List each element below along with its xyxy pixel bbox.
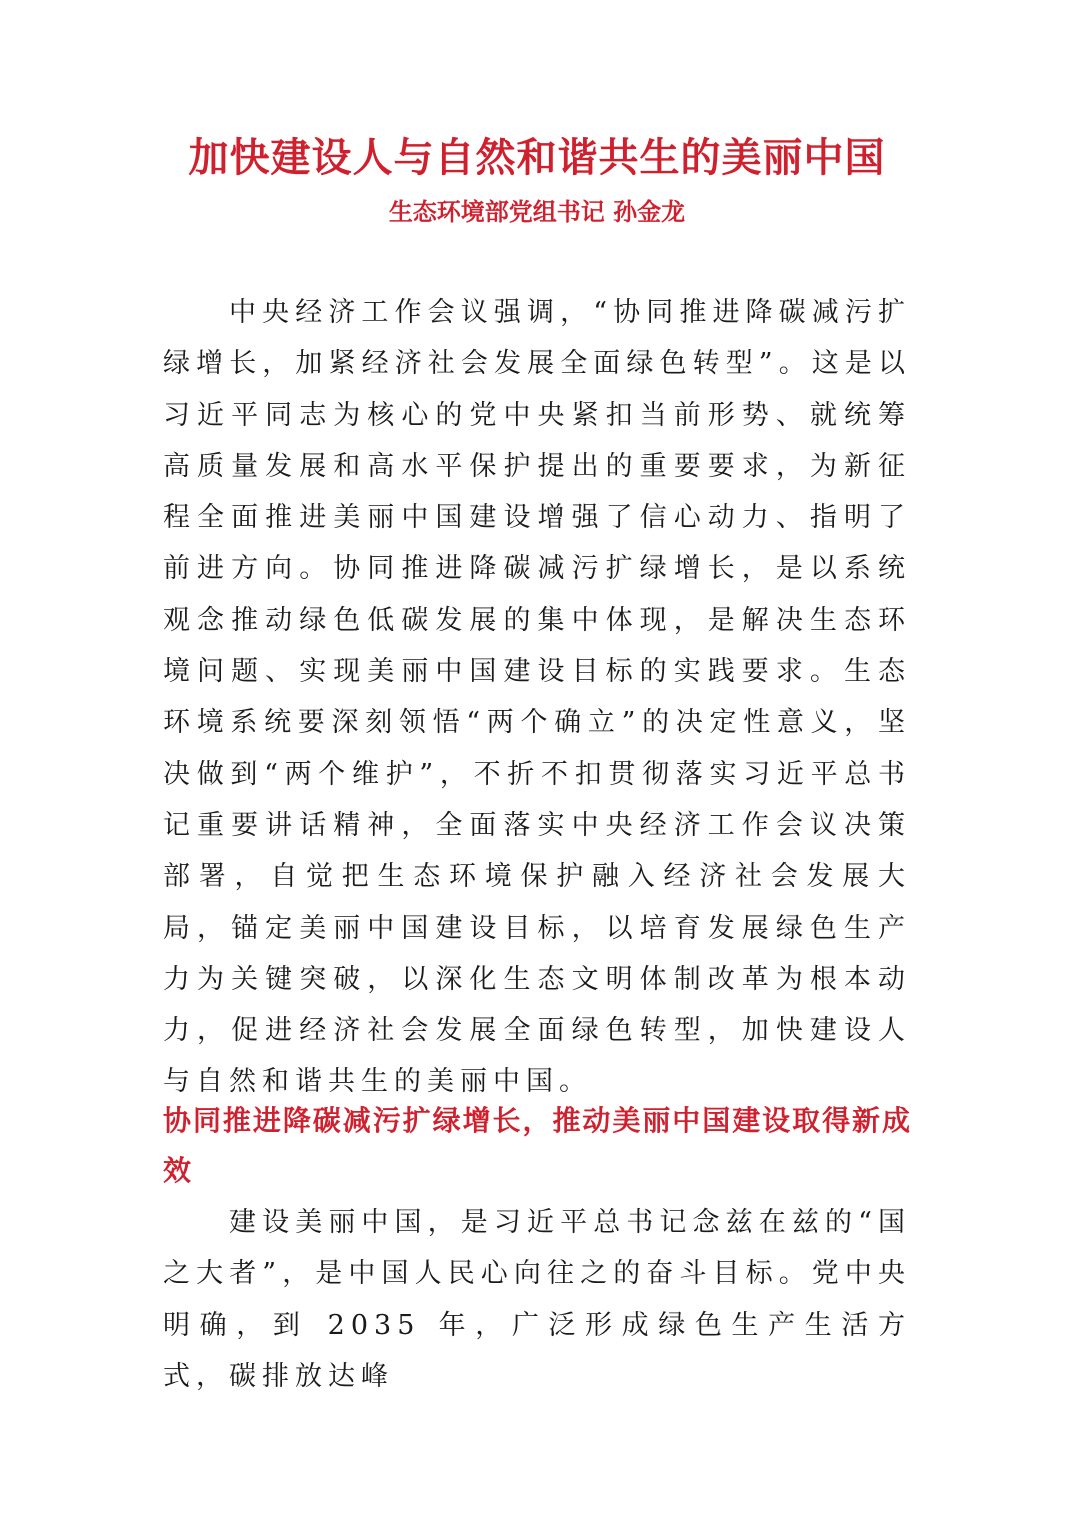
document-title: 加快建设人与自然和谐共生的美丽中国 <box>188 134 886 181</box>
body-paragraph: 建设美丽中国，是习近平总书记念兹在兹的“国之大者”，是中国人民心向往之的奋斗目标。党中央明确，到 2035 年，广泛形成绿色生产生活方式，碳排放达峰 <box>163 1207 911 1392</box>
author-byline: 生态环境部党组书记 孙金龙 <box>388 197 686 226</box>
body-paragraph: 中央经济工作会议强调，“协同推进降碳减污扩绿增长，加紧经济社会发展全面绿色转型”。这是以习近平同志为核心的党中央紧扣当前形势、就统筹高质量发展和高水平保护提出的重要要求，为新征程全面推进美丽中国建设增强了信心动力、指明了前进方向。协同推进降碳减污扩绿增长，是以系统观念推动绿色低碳发展的集中体现，是解决生态环境问题、实现美丽中国建设目标的实践要求。生态环境系统要深刻领悟“两个确立”的决定性意义，坚决做到“两个维护”，不折不扣贯彻落实习近平总书记重要讲话精神，全面落实中央经济工作会议决策部署，自觉把生态环境保护融入经济社会发展大局，锚定美丽中国建设目标，以培育发展绿色生产力为关键突破，以深化生态文明体制改革为根本动力，促进经济社会发展全面绿色转型，加快建设人与自然和谐共生的美丽中国。 <box>163 297 911 1098</box>
section-heading: 协同推进降碳减污扩绿增长，推动美丽中国建设取得新成效 <box>163 1104 911 1187</box>
